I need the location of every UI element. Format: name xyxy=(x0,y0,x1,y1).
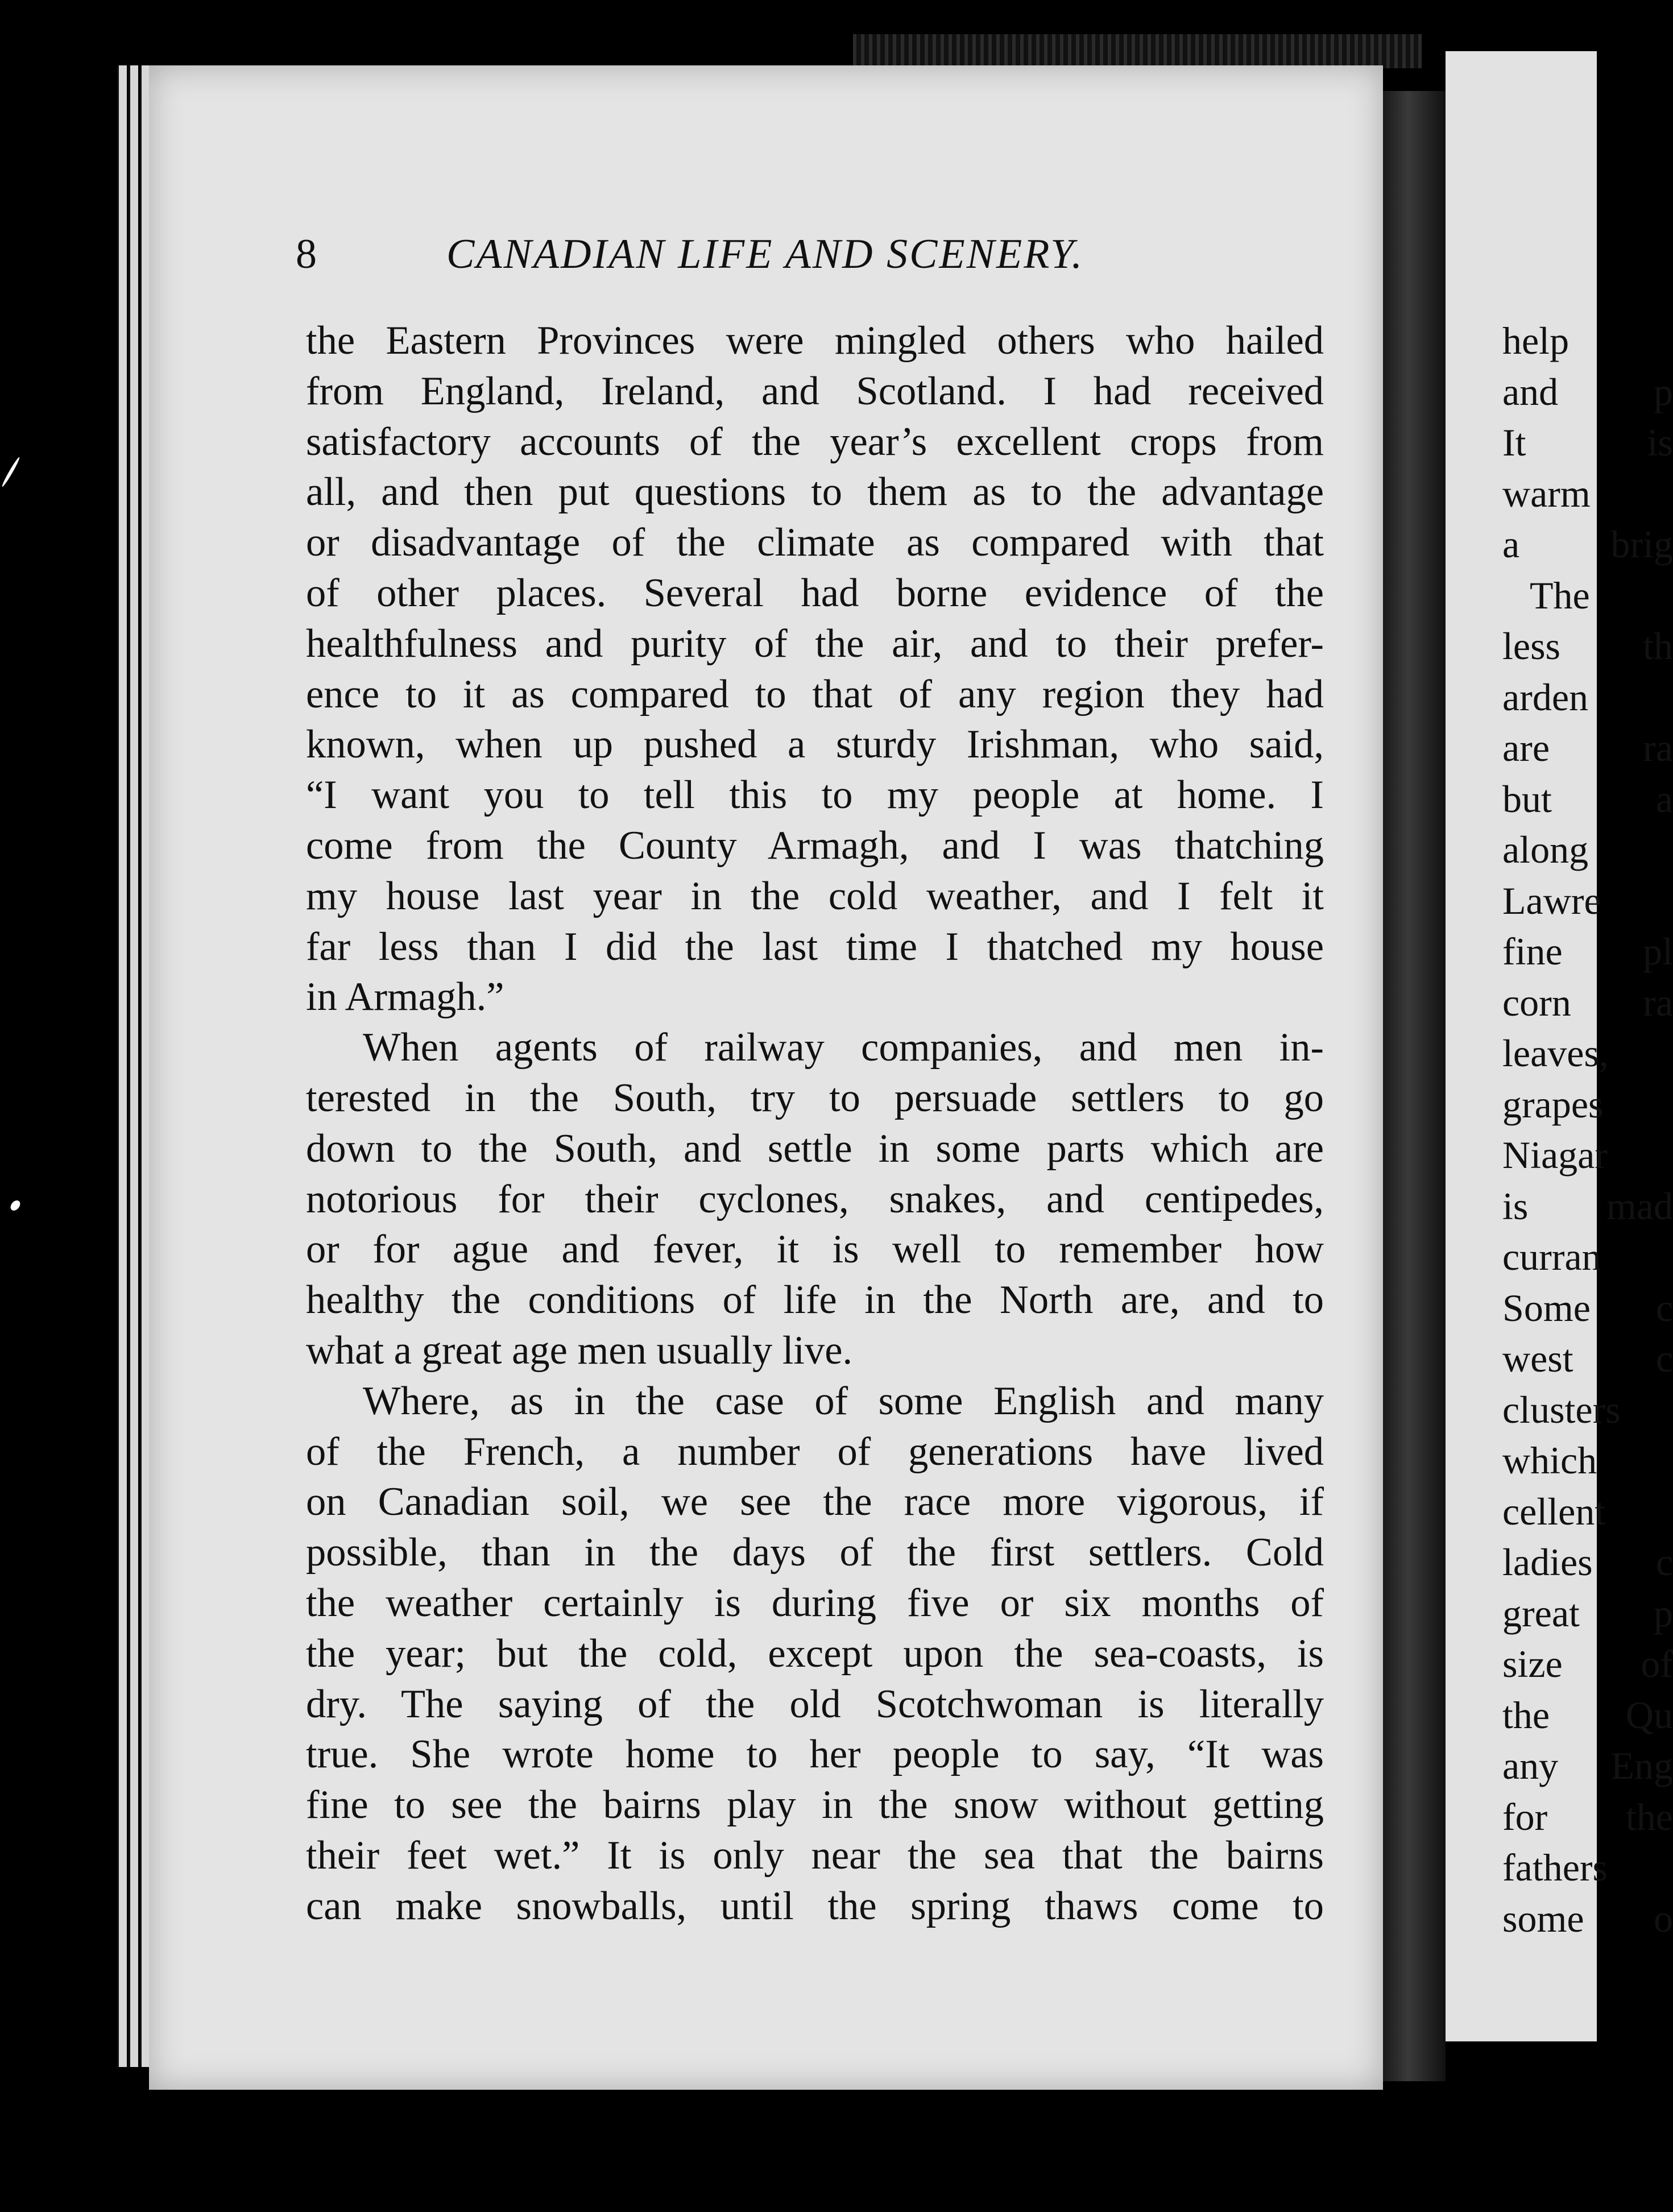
page-number: 8 xyxy=(296,231,317,277)
text-line: for the xyxy=(1502,1795,1673,1838)
text-line: is mad xyxy=(1502,1184,1673,1228)
text-line: from England, Ireland, and Scotland. I had received xyxy=(306,368,1324,413)
page-header xyxy=(296,230,1211,293)
text-line: Niagar xyxy=(1502,1133,1608,1177)
text-line: the year; but the cold, except upon the sea-coasts, is xyxy=(306,1631,1324,1676)
text-line: any Eng xyxy=(1502,1744,1673,1787)
text-line: help xyxy=(1502,319,1570,362)
page-stack-edge xyxy=(129,65,138,2067)
text-line: of the French, a number of generations have lived xyxy=(306,1429,1324,1474)
text-line: my house last year in the cold weather, and I felt it xyxy=(306,873,1324,918)
text-line: notorious for their cyclones, snakes, and centipedes, xyxy=(306,1177,1324,1221)
text-line: clusters xyxy=(1502,1387,1621,1431)
text-line: healthy the conditions of life in the North are, and to xyxy=(306,1278,1324,1323)
text-line: along xyxy=(1502,828,1589,871)
text-line: true. She wrote home to her people to say, “It was xyxy=(306,1732,1324,1777)
text-line: or for ague and fever, it is well to remember how xyxy=(306,1227,1324,1272)
text-line: Lawre xyxy=(1502,879,1601,922)
text-line: a brig xyxy=(1502,523,1673,566)
text-line: or disadvantage of the climate as compared with that xyxy=(306,520,1324,565)
text-line: their feet wet.” It is only near the sea that the bairns xyxy=(306,1833,1324,1878)
text-line: of other places. Several had borne evidence of the xyxy=(306,570,1324,615)
text-line: Some c xyxy=(1502,1286,1673,1329)
facing-page xyxy=(1446,51,1673,2041)
text-line: fathers xyxy=(1502,1846,1608,1889)
scan-speck xyxy=(9,1199,22,1212)
text-line: which xyxy=(1502,1439,1597,1482)
text-line: come from the County Armagh, and I was thatching xyxy=(306,823,1324,868)
text-line: fine pl xyxy=(1502,930,1673,973)
text-line: west c xyxy=(1502,1337,1673,1380)
text-line: on Canadian soil, we see the race more vigorous, if xyxy=(306,1480,1324,1525)
text-line: warm xyxy=(1502,471,1591,515)
scan-speck xyxy=(1,457,20,488)
text-line: ladies c xyxy=(1502,1540,1673,1584)
text-line: but a xyxy=(1502,777,1673,821)
text-line: great p xyxy=(1502,1591,1673,1635)
text-line: When agents of railway companies, and men in- xyxy=(363,1025,1324,1070)
text-line: healthfulness and purity of the air, and to their prefer- xyxy=(306,621,1324,666)
text-line: are ra xyxy=(1502,726,1673,769)
main-text-column xyxy=(306,316,1324,1932)
text-line: satisfactory accounts of the year’s excellent crops from xyxy=(306,419,1324,464)
text-line: all, and then put questions to them as to the advantage xyxy=(306,470,1324,515)
running-title: CANADIAN LIFE AND SCENERY. xyxy=(446,231,1084,277)
text-line: the weather certainly is during five or six months of xyxy=(306,1580,1324,1625)
text-line: corn ra xyxy=(1502,980,1673,1024)
text-line: grapes xyxy=(1502,1082,1604,1126)
text-line: far less than I did the last time I thatched my house xyxy=(306,924,1324,969)
text-line: leaves, xyxy=(1502,1032,1609,1075)
text-line: dry. The saying of the old Scotchwoman is literally xyxy=(306,1681,1324,1726)
page-stack-edge xyxy=(117,65,127,2067)
page-stack-edge xyxy=(140,65,150,2067)
text-line: what a great age men usually live. xyxy=(306,1328,853,1373)
scan-edge-top xyxy=(853,34,1422,68)
text-line: terested in the South, try to persuade settlers to go xyxy=(306,1075,1324,1120)
text-line: ence to it as compared to that of any region they had xyxy=(306,672,1324,716)
text-line: arden xyxy=(1502,675,1589,719)
text-line: the Qu xyxy=(1502,1693,1673,1737)
text-line: some o xyxy=(1502,1896,1673,1940)
text-line: It is xyxy=(1502,421,1673,464)
text-line: possible, than in the days of the first settlers. Cold xyxy=(306,1530,1324,1575)
text-line: Where, as in the case of some English and many xyxy=(363,1378,1324,1423)
text-line: curran xyxy=(1502,1235,1601,1278)
text-line: the Eastern Provinces were mingled others who hailed xyxy=(306,318,1324,363)
text-line: in Armagh.” xyxy=(306,975,504,1020)
text-line: “I want you to tell this to my people at home. I xyxy=(306,773,1324,818)
text-line: cellent xyxy=(1502,1489,1606,1533)
text-line: down to the South, and settle in some parts which are xyxy=(306,1126,1324,1171)
text-line: size of xyxy=(1502,1642,1673,1685)
text-line: known, when up pushed a sturdy Irishman, who said, xyxy=(306,722,1324,767)
text-line: can make snowballs, until the spring thaws come to xyxy=(306,1883,1324,1928)
text-line: fine to see the bairns play in the snow without getting xyxy=(306,1783,1324,1828)
facing-page-text xyxy=(1502,316,1673,1944)
text-line: and p xyxy=(1502,370,1673,413)
book-gutter xyxy=(1383,91,1446,2081)
text-line: The xyxy=(1530,573,1590,617)
text-line: less th xyxy=(1502,624,1673,668)
